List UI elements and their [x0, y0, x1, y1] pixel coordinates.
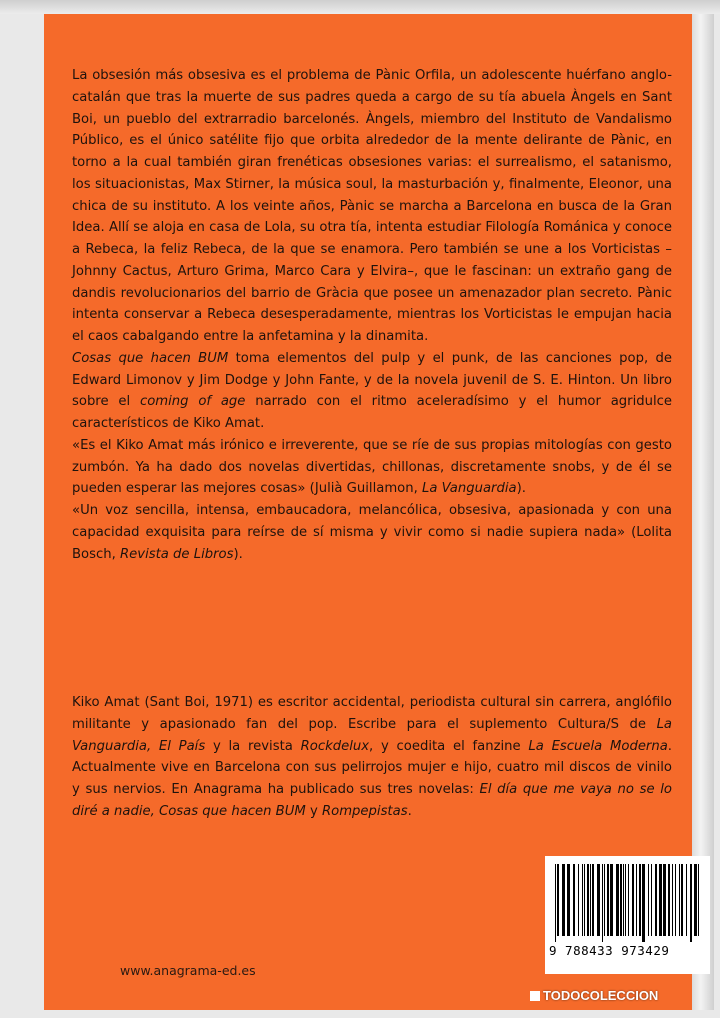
- blurb-text: [72, 65, 672, 565]
- publisher-url[interactable]: www.anagrama-ed.es: [120, 963, 256, 978]
- barcode-bar: [672, 864, 673, 936]
- barcode-bar: [679, 864, 680, 936]
- isbn-number: 9 788433 973429: [549, 943, 670, 958]
- barcode-bar: [694, 864, 697, 936]
- watermark: TODOCOLECCION: [530, 988, 658, 1003]
- barcode-bar: [675, 864, 676, 936]
- top-shade: [0, 0, 720, 14]
- barcode-bar: [655, 864, 657, 936]
- blurb-book-title: Cosas que hacen BUM: [72, 350, 229, 366]
- barcode-bar: [616, 864, 619, 936]
- barcode-bar: [597, 864, 600, 936]
- barcode-bar: [690, 864, 692, 942]
- barcode-bar: [607, 864, 609, 936]
- barcode-bar: [590, 864, 591, 936]
- barcode-bar: [632, 864, 634, 936]
- barcode-bar: [698, 864, 699, 936]
- barcode-bar: [628, 864, 629, 936]
- barcode-bar: [562, 864, 565, 936]
- barcode: [545, 856, 710, 974]
- barcode-bar: [648, 864, 649, 936]
- barcode-bar: [681, 864, 683, 936]
- barcode-bar: [573, 864, 575, 936]
- barcode-bar: [623, 864, 624, 936]
- barcode-bar: [567, 864, 570, 936]
- blurb-quote-1: «Es el Kiko Amat más irónico e irreverente, que se ríe de sus propias mitologías con gesto zumbón. Ya ha dado dos novelas divertidas, chillonas, discretamente snobs, y de él se pueden esperar las mejores cosas» (Julià Guillamon, La Vanguardia).: [72, 437, 672, 497]
- barcode-bar: [686, 864, 687, 936]
- barcode-bar: [602, 864, 603, 942]
- blurb-paragraph-1: La obsesión más obsesiva es el problema de Pànic Orfila, un adolescente huérfano anglo-catalán que tras la muerte de sus padres queda a cargo de su tía abuela Àngels en Sant Boi, un pueblo del extrarradio barcelonés. Àngels, miembro del Instituto de Vandalismo Público, es el único satélite fijo que orbita alrededor de la mente delirante de Pànic, en torno a la cual también giran frenéticas obsesiones varias: el surrealismo, el satanismo, los situacionistas, Max Stirner, la música soul, la masturbación y, finalmente, Eleonor, una chica de su instituto. A los veinte años, Pànic se marcha a Barcelona en busca de la Gran Idea. Allí se aloja en casa de Lola, su otra tía, intenta estudiar Filología Románica y conoce a Rebeca, la feliz Rebeca, de la que se enamora. Pero también se une a los Vorticistas –Johnny Cactus, Arturo Grima, Marco Cara y Elvira–, que le fascinan: un extraño gang de dandis revolucionarios del barrio de Gràcia que posee un amenazador plan secreto. Pànic intenta conservar a Rebeca desesperadamente, mientras los Vorticistas le empujan hacia el caos cabalgando entre la anfetamina y la dinamita.: [72, 68, 672, 344]
- barcode-bar: [578, 864, 579, 936]
- barcode-bar: [555, 864, 556, 942]
- barcode-bar: [620, 864, 622, 936]
- barcode-bar: [642, 864, 645, 942]
- barcode-bars: [553, 864, 703, 942]
- barcode-bar: [625, 864, 626, 936]
- barcode-bar: [557, 864, 559, 936]
- author-bio: Kiko Amat (Sant Boi, 1971) es escritor accidental, periodista cultural sin carrera, anglófilo militante y apasionado fan del pop. Escribe para el suplemento Cultura/S de La Vanguardia, El País y la revista Rockdelux, y coedita el fanzine La Escuela Moderna. Actualmente vive en Barcelona con sus pelirrojos mujer e hijo, cuatro mil discos de vinilo y sus nervios. En Anagrama ha publicado sus tres novelas: El día que me vaya no se lo diré a nadie, Cosas que hacen BUM y Rompepistas.: [72, 695, 673, 819]
- barcode-bar: [663, 864, 666, 936]
- barcode-bar: [636, 864, 637, 936]
- barcode-bar: [584, 864, 585, 936]
- barcode-bar: [587, 864, 589, 936]
- barcode-bar: [639, 864, 641, 936]
- watermark-logo-icon: [530, 991, 540, 1001]
- barcode-bar: [651, 864, 652, 936]
- barcode-bar: [582, 864, 583, 936]
- blurb-paragraph-2: Cosas que hacen BUM toma elementos del pulp y el punk, de las canciones pop, de Edward Limonov y Jim Dodge y John Fante, y de la novela juvenil de S. E. Hinton. Un libro sobre el coming of age narrado con el ritmo aceleradísimo y el humor agridulce característicos de Kiko Amat.: [72, 350, 673, 431]
- barcode-bar: [610, 864, 613, 936]
- barcode-bar: [659, 864, 662, 936]
- barcode-bar: [604, 864, 605, 936]
- barcode-bar: [592, 864, 594, 936]
- barcode-bar: [668, 864, 670, 936]
- blurb-quote-2: «Un voz sencilla, intensa, embaucadora, melancólica, obsesiva, apasionada y con una capacidad exquisita para reírse de sí misma y vivir como si nadie supiera nada» (Lolita Bosch, Revista de Libros).: [72, 503, 672, 562]
